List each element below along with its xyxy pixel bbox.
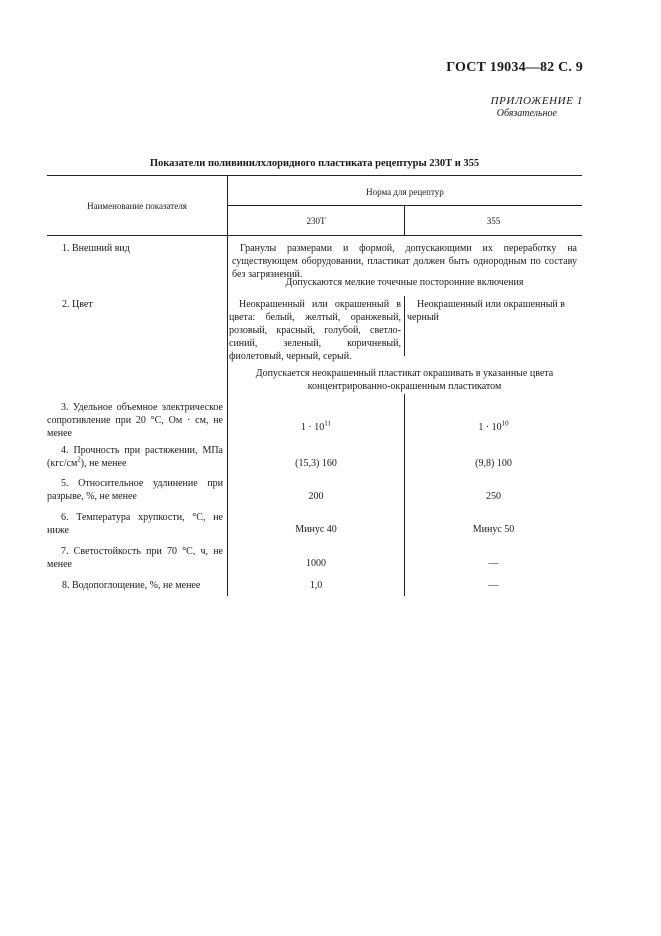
- row1-value: Гранулы размерами и формой, допускающими их переработку на существующем оборудовании, пластикат должен быть однородным по составу без загрязнений.: [232, 243, 577, 280]
- row6-name: 6. Температура хрупкости, °С, не ниже: [47, 512, 223, 536]
- row1-note: Допускаются мелкие точечные посторонние включения: [285, 277, 524, 288]
- table-title: Показатели поливинилхлоридного пластиката рецептуры 230Т и 355: [149, 158, 480, 169]
- row4-name-a: 4. Прочность при растяжении, МПа (кгс/см: [47, 445, 223, 469]
- row3-value-355: [405, 421, 582, 434]
- row3-name: 3. Удельное объемное электрическое сопротивление при 20 °С, Ом · см, не менее: [47, 402, 223, 439]
- row1-name: 1. Внешний вид: [62, 243, 130, 254]
- appendix-label: ПРИЛОЖЕНИЕ 1: [490, 95, 583, 107]
- row3-value-355-exp: 10: [501, 419, 509, 428]
- row3-value-355-base: 1 · 10: [478, 422, 502, 433]
- row2-value-355: Неокрашенный или окрашенный в черный: [407, 299, 565, 323]
- row6-value-230t: Минус 40: [295, 524, 337, 535]
- table-top-rule: [47, 175, 582, 176]
- row5-value-355: 250: [486, 491, 501, 502]
- row5-value-230t: 200: [308, 491, 324, 502]
- row4-name-sup: 2: [77, 455, 81, 464]
- row7-name: 7. Светостойкость при 70 °С, ч, не менее: [47, 546, 223, 570]
- col-divider-color: [404, 296, 405, 356]
- header-indicator-name: Наименование показателя: [87, 201, 187, 211]
- row2-name: 2. Цвет: [62, 299, 93, 310]
- row6-value-355: Минус 50: [472, 524, 515, 535]
- row7-value-355: —: [488, 558, 499, 569]
- row7-value-230t: 1000: [306, 558, 326, 569]
- row8-value-230t: 1,0: [309, 580, 323, 591]
- row8-value-355: —: [488, 580, 499, 591]
- row2-note: Допускается неокрашенный пластикат окрашивать в указанные цвета концентрированно-окрашенным пластикатом: [255, 368, 554, 392]
- header-norm: Норма для рецептур: [366, 187, 444, 197]
- row4-value-355: (9,8) 100: [475, 458, 512, 469]
- row3-value-230t-base: 1 · 10: [300, 422, 325, 433]
- row5-name: 5. Относительное удлинение при разрыве, %, не менее: [47, 478, 223, 502]
- row3-value-230t: [228, 421, 404, 434]
- document-reference: ГОСТ 19034—82 С. 9: [446, 60, 583, 75]
- row4-name-b: ), не менее: [80, 458, 127, 469]
- row3-value-230t-exp: 11: [324, 419, 332, 428]
- row4-value-230t: (15,3) 160: [295, 458, 337, 469]
- header-355: 355: [486, 216, 501, 226]
- appendix-status: Обязательное: [496, 108, 557, 119]
- header-bottom-rule: [47, 235, 582, 236]
- row4-name: [47, 444, 223, 470]
- row2-value-230t: Неокрашенный или окрашенный в цвета: белый, желтый, оранжевый, розовый, красный, голубой, светло-синий, зеленый, коричневый, фиолетовый, черный, серый.: [229, 299, 401, 362]
- row8-name: 8. Водопоглощение, %, не менее: [62, 580, 201, 591]
- header-230t: 230Т: [306, 216, 326, 226]
